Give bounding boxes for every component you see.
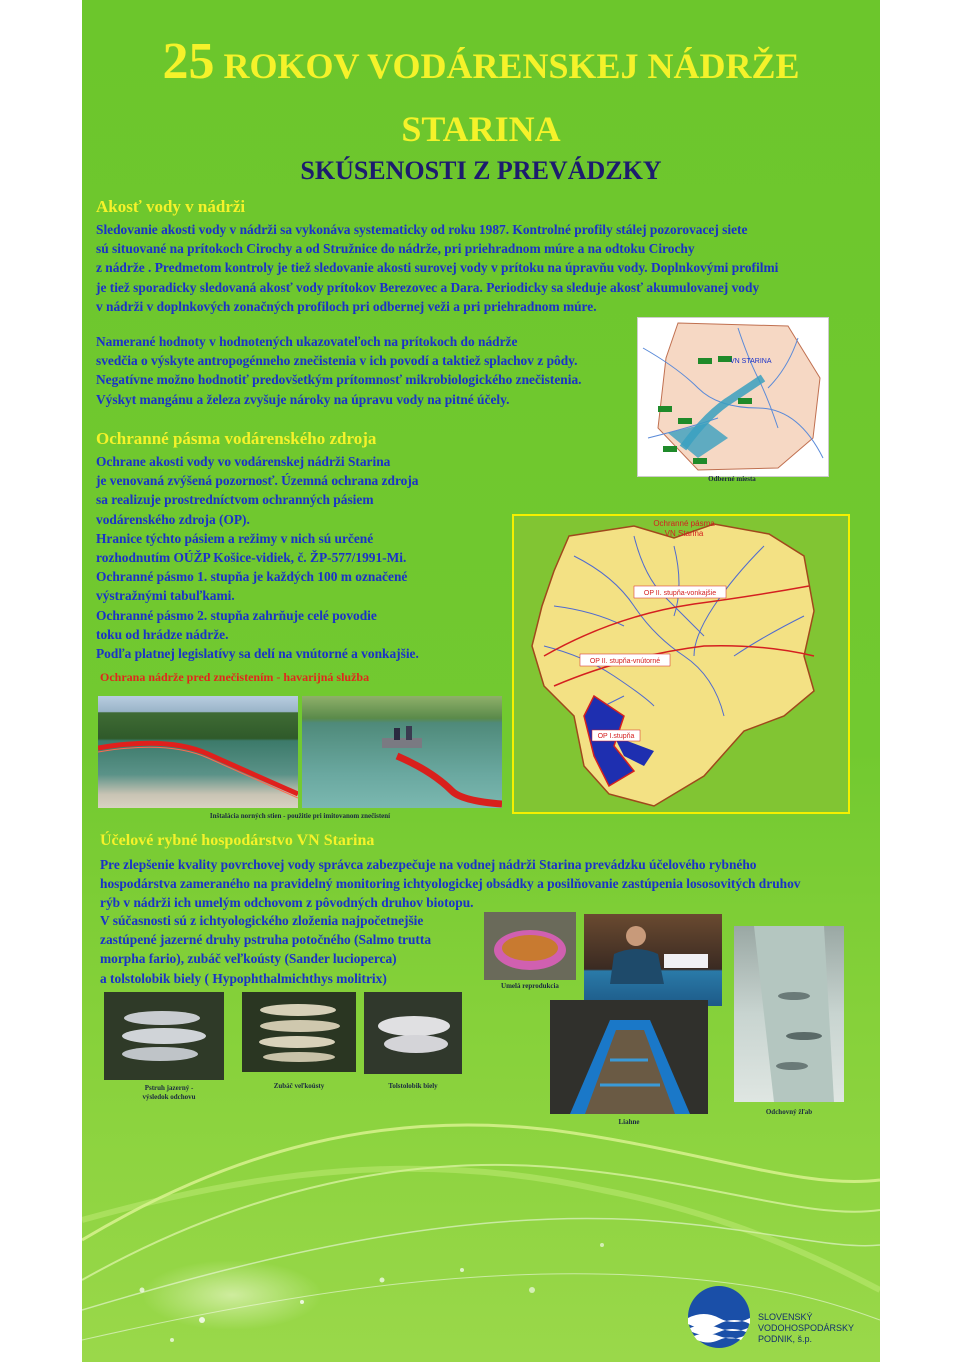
heading-pasma: Ochranné pásma vodárenského zdroja — [96, 429, 377, 448]
ryby-line: V súčasnosti sú z ichtyologického zloženia najpočetnejšie — [100, 913, 424, 928]
ryby-line: rýb v nádrži ich umelým odchovom z pôvodných druhov biotopu. — [100, 895, 474, 911]
pasma-text-block — [96, 452, 419, 663]
ryby-line: hospodárstva zameraného na pravidelný monitoring ichtyologickej obsádky a posilňovanie zastúpenia lososovitých druhov — [100, 876, 801, 892]
akost-line: je tiež sporadicky sledovaná akosť vody prítokov Berezovec a Dara. Periodicky sa sleduje akosť akumulovanej vody — [96, 279, 760, 295]
fish-drawing-pstruh — [104, 992, 224, 1080]
heading-akost: Akosť vody v nádrži — [96, 197, 246, 216]
pasma-line: vodárenského zdroja (OP). — [96, 511, 250, 527]
ryby-text-block — [100, 855, 801, 913]
caption-zlab: Odchovný žľab — [765, 1108, 813, 1116]
logo-text-line3: PODNIK, š.p. — [758, 1334, 813, 1344]
pasma-line: Hranice týchto pásiem a režimy v nich sú určené — [96, 530, 374, 546]
caption-liahne: Liahne — [618, 1118, 640, 1126]
ryby-line: Pre zlepšenie kvality povrchovej vody správca zabezpečuje na vodnej nádrži Starina prevádzku účelového rybného — [100, 857, 757, 872]
akost-text-block — [96, 220, 778, 316]
boom-photo-1 — [98, 696, 298, 808]
poster-title-line1 — [82, 32, 880, 91]
caption-tolstolobik: Tolstolobik biely — [388, 1082, 438, 1090]
heading-havaria: Ochrana nádrže pred znečistením - havarijná služba — [100, 670, 370, 684]
boom-drawing-1 — [98, 696, 298, 808]
boom-photo-2 — [302, 696, 502, 808]
photo-tolstolobik — [364, 992, 462, 1074]
photo-reprodukcia — [484, 912, 576, 980]
pasma-line: Podľa platnej legislatívy sa delí na vnútorné a vonkajšie. — [96, 646, 419, 662]
pasma-line: Ochranné pásmo 1. stupňa je každých 100 m označené — [96, 569, 408, 585]
akost-line: Namerané hodnoty v hodnotených ukazovateľoch na prítokoch do nádrže — [96, 334, 518, 349]
logo-text-line1: SLOVENSKÝ — [758, 1312, 813, 1322]
title-number: 25 — [162, 33, 215, 90]
caption-zubac: Zubáč veľkoústy — [273, 1082, 325, 1090]
akost-line: v nádrži v doplnkových zonačných profiloch pri odbernej veži a pri priehradnom múre. — [96, 298, 597, 314]
pasma-line: výstražnými tabuľkami. — [96, 588, 235, 604]
akost-line: Negatívne možno hodnotiť predovšetkým prítomnosť mikrobiologického znečistenia. — [96, 372, 582, 388]
caption-reprodukcia: Umelá reprodukcia — [501, 982, 559, 990]
ryby-text-block-2 — [100, 911, 431, 988]
fish-drawing-zubac — [242, 992, 356, 1072]
caption-pstruh-line1: Pstruh jazerný - — [144, 1084, 194, 1092]
poster — [82, 0, 880, 1362]
operator-drawing — [584, 914, 722, 1006]
pasma-line: Ochrane akosti vody vo vodárenskej nádrži Starina — [96, 454, 391, 469]
photo-zubac — [242, 992, 356, 1072]
akost-text-block-2 — [96, 332, 581, 409]
logo-text-line2: VODOHOSPODÁRSKY — [758, 1323, 855, 1333]
photo-zlab — [734, 926, 844, 1102]
caption-pstruh — [104, 1084, 234, 1101]
liahne-drawing — [550, 1000, 708, 1114]
zones-map-title: Ochranné pásma — [653, 519, 715, 528]
zone-inner-label: OP II. stupňa-vnútorné — [589, 658, 661, 665]
photo-liahne — [550, 1000, 708, 1114]
pasma-line: toku od hrádze nádrže. — [96, 626, 229, 642]
zones-map-subtitle: VN Starina — [664, 529, 704, 538]
heading-ryby: Účelové rybné hospodárstvo VN Starina — [100, 832, 375, 849]
akost-line: svedčia o výskyte antropogénneho znečistenia v ich povodí a taktiež splachov z pôdy. — [96, 353, 578, 369]
akost-line: Sledovanie akosti vody v nádrži sa vykonáva systematicky od roku 1987. Kontrolné profily stálej pozorovacej siete — [96, 222, 748, 237]
title-text: ROKOV VODÁRENSKEJ NÁDRŽE — [223, 46, 800, 86]
zlab-drawing — [734, 926, 844, 1102]
akost-line: Výskyt mangánu a železa zvyšuje nároky na úpravu vody na pitné účely. — [96, 391, 510, 407]
ryby-line: morpha fario), zubáč veľkoústy (Sander lucioperca) — [100, 951, 397, 967]
sampling-map-label: VN STARINA — [730, 358, 772, 365]
protection-zones-drawing — [514, 516, 848, 812]
pasma-line: sa realizuje prostredníctvom ochranných pásiem — [96, 492, 374, 508]
zone-first-label: OP I.stupňa — [597, 733, 635, 740]
fish-drawing-tolstolobik — [364, 992, 462, 1074]
sampling-map — [637, 317, 829, 477]
pasma-line: Ochranné pásmo 2. stupňa zahrňuje celé povodie — [96, 607, 377, 623]
pasma-line: je venovaná zvýšená pozornosť. Územná ochrana zdroja — [96, 473, 419, 489]
photo-operator — [584, 914, 722, 1006]
poster-subtitle: SKÚSENOSTI Z PREVÁDZKY — [300, 156, 662, 185]
akost-line: sú situované na prítokoch Cirochy a od Stružnice do nádrže, pri priehradnom múre a na odtoku Cirochy — [96, 241, 695, 257]
sampling-map-caption: Odberné miesta — [708, 475, 756, 483]
caption-pstruh-line2: výsledok odchovu — [142, 1092, 196, 1101]
ryby-line: zastúpené jazerné druhy pstruha potočného (Salmo trutta — [100, 932, 432, 948]
photo-pstruh — [104, 992, 224, 1080]
logo-wave-icon — [686, 1284, 752, 1350]
sampling-map-drawing — [638, 318, 828, 476]
ryby-line: a tolstolobik biely ( Hypophthalmichthys molitrix) — [100, 970, 387, 986]
havaria-caption: Inštalácia norných stien - použitie pri imitovanom znečistení — [209, 812, 391, 820]
poster-title-line2: STARINA — [401, 109, 561, 149]
zone-outer-label: OP II. stupňa-vonkajšie — [643, 590, 717, 597]
akost-line: z nádrže . Predmetom kontroly je tiež sledovanie akosti surovej vody v prítoku na úpravňu vody. Doplnkovými profilmi — [96, 260, 779, 276]
protection-zones-map — [512, 514, 850, 814]
boom-drawing-2 — [302, 696, 502, 808]
reprodukcia-drawing — [484, 912, 576, 980]
organization-logo — [686, 1284, 876, 1354]
pasma-line: rozhodnutím OÚŽP Košice-vidiek, č. ŽP-577/1991-Mi. — [96, 550, 407, 566]
